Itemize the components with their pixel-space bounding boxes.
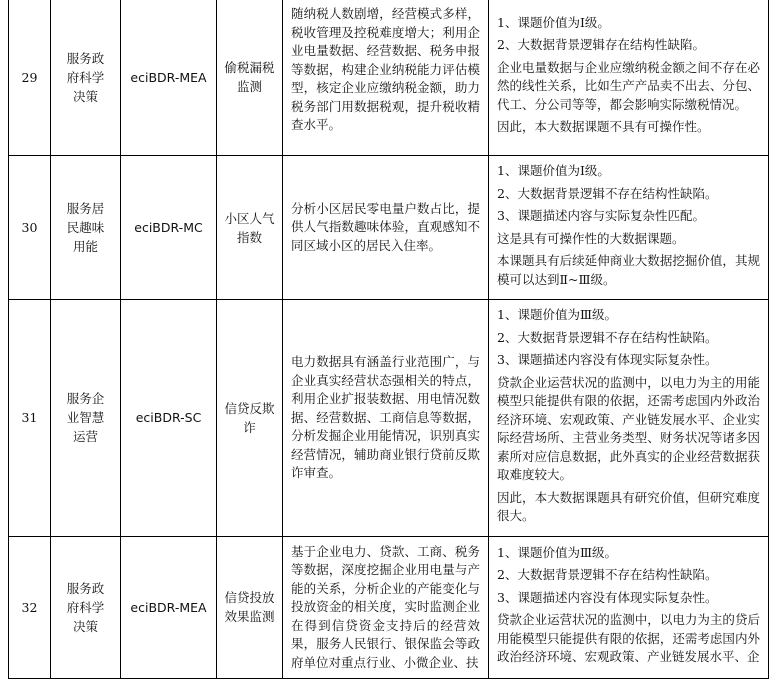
topic-name-cell bbox=[217, 0, 283, 156]
row-number-text: 32 bbox=[21, 599, 38, 615]
category-cell-text: 服务政 府科学 决策 bbox=[66, 580, 105, 634]
code-cell-text: eciBDR-MEA bbox=[130, 599, 207, 615]
evaluation-line: 3、课题描述内容没有体现实际复杂性。 bbox=[497, 589, 718, 605]
evaluation-line: 贷款企业运营状况的监测中，以电力为主的贷后用能模型只能提供有限的依据，还需考虑国内外政治经济环境、宏观政策、产业链发展水平、企 bbox=[497, 612, 760, 665]
evaluation-line: 3、课题描述内容没有体现实际复杂性。 bbox=[497, 352, 718, 367]
row-number-text: 30 bbox=[21, 220, 38, 235]
code-cell bbox=[121, 0, 217, 156]
row-number bbox=[9, 156, 51, 300]
evaluation-line: 1、课题价值为Ⅲ级。 bbox=[497, 307, 618, 322]
topic-name-cell bbox=[217, 536, 283, 679]
description-cell-text: 分析小区居民零电量户数占比，提供人气指数趣味体验，直观感知不同区域小区的居民入住率。 bbox=[291, 200, 480, 253]
row-number bbox=[9, 0, 51, 156]
evaluation-line: 1、课题价值为Ⅲ级。 bbox=[497, 544, 618, 560]
table-row bbox=[9, 536, 769, 679]
evaluation-line: 本课题具有后续延伸商业大数据挖掘价值，其规模可以达到Ⅱ~Ⅲ级。 bbox=[497, 253, 760, 287]
code-cell-text: eciBDR-SC bbox=[135, 410, 202, 426]
category-cell-text: 服务居 民趣味 用能 bbox=[66, 201, 105, 254]
category-cell bbox=[51, 156, 121, 300]
evaluation-line: 因此，本大数据课题不具有可操作性。 bbox=[497, 119, 710, 134]
evaluation-line: 3、课题描述内容与实际复杂性匹配。 bbox=[497, 208, 705, 223]
evaluation-line: 这是具有可操作性的大数据课题。 bbox=[497, 230, 685, 246]
evaluation-line: 1、课题价值为Ⅰ级。 bbox=[497, 163, 610, 178]
topic-name-cell bbox=[217, 156, 283, 300]
evaluation-line: 2、大数据背景逻辑不存在结构性缺陷。 bbox=[497, 185, 718, 201]
evaluation-cell bbox=[489, 300, 769, 537]
description-cell-text: 电力数据具有涵盖行业范围广，与企业真实经营状态强相关的特点，利用企业扩报装数据、用电情况数据、经营数据、工商信息等数据，分析发掘企业用能情况，识别真实经营情况，辅助商业银行贷前反欺诈审查。 bbox=[291, 354, 480, 480]
evaluation-line: 1、课题价值为Ⅰ级。 bbox=[497, 14, 610, 30]
category-cell bbox=[51, 536, 121, 679]
evaluation-line: 企业电量数据与企业应缴纳税金额之间不存在必然的线性关系，比如生产产品卖不出去、分包、代工、分公司等等，都会影响实际缴税情况。 bbox=[497, 59, 760, 112]
evaluation-cell bbox=[489, 0, 769, 156]
topic-name-cell-text: 信贷反欺 诈 bbox=[224, 400, 275, 435]
evaluation-line: 贷款企业运营状况的监测中，以电力为主的用能模型只能提供有限的依据，还需考虑国内外政治经济环境、宏观政策、产业链发展水平、企业实际经营场所、主营业务类型、财务状况等诸多因素所对应信息数据，此外真实的企业经营数据获取难度较大。 bbox=[497, 374, 760, 482]
description-cell bbox=[283, 0, 489, 156]
description-cell bbox=[283, 156, 489, 300]
description-cell-text: 基于企业电力、贷款、工商、税务等数据，深度挖掘企业用电量与产能的关系，分析企业的产能变化与投放资金的相关度，实时监测企业在得到信贷资金支持后的经营效果，服务人民银行、银保监会等政府单位对重点行业、小微企业、扶 bbox=[291, 543, 480, 670]
description-cell bbox=[283, 536, 489, 679]
table-row bbox=[9, 156, 769, 300]
category-cell bbox=[51, 0, 121, 156]
topic-name-cell-text: 小区人气 指数 bbox=[224, 210, 275, 245]
row-number bbox=[9, 300, 51, 537]
evaluation-cell bbox=[489, 156, 769, 300]
row-number bbox=[9, 536, 51, 679]
code-cell-text: eciBDR-MEA bbox=[130, 69, 207, 85]
evaluation-line: 2、大数据背景逻辑存在结构性缺陷。 bbox=[497, 37, 705, 52]
code-cell bbox=[121, 300, 217, 537]
evaluation-line: 2、大数据背景逻辑不存在结构性缺陷。 bbox=[497, 329, 718, 345]
topic-name-cell-text: 信贷投放 效果监测 bbox=[224, 590, 275, 625]
row-number-text: 29 bbox=[21, 69, 38, 85]
table-row bbox=[9, 300, 769, 537]
description-cell-text: 随纳税人数剧增，经营模式多样，税收管理及控税难度增大；利用企业电量数据、经营数据、税务申报等数据，构建企业纳税能力评估模型，核定企业应缴纳税金额，助力税务部门用数据税观，提升税收精查水平。 bbox=[291, 6, 480, 132]
description-cell bbox=[283, 300, 489, 537]
evaluation-line: 因此，本大数据课题具有研究价值，但研究难度很大。 bbox=[497, 489, 760, 523]
topic-name-cell bbox=[217, 300, 283, 537]
category-cell bbox=[51, 300, 121, 537]
code-cell-text: eciBDR-MC bbox=[134, 220, 203, 235]
row-number-text: 31 bbox=[21, 410, 38, 426]
code-cell bbox=[121, 156, 217, 300]
code-cell bbox=[121, 536, 217, 679]
topic-name-cell-text: 偷税漏税 监测 bbox=[224, 60, 275, 94]
table-row bbox=[9, 0, 769, 156]
category-cell-text: 服务政 府科学 决策 bbox=[66, 50, 105, 104]
evaluation-line: 2、大数据背景逻辑不存在结构性缺陷。 bbox=[497, 567, 718, 583]
evaluation-table bbox=[8, 0, 769, 679]
category-cell-text: 服务企 业智慧 运营 bbox=[66, 391, 105, 445]
evaluation-cell bbox=[489, 536, 769, 679]
